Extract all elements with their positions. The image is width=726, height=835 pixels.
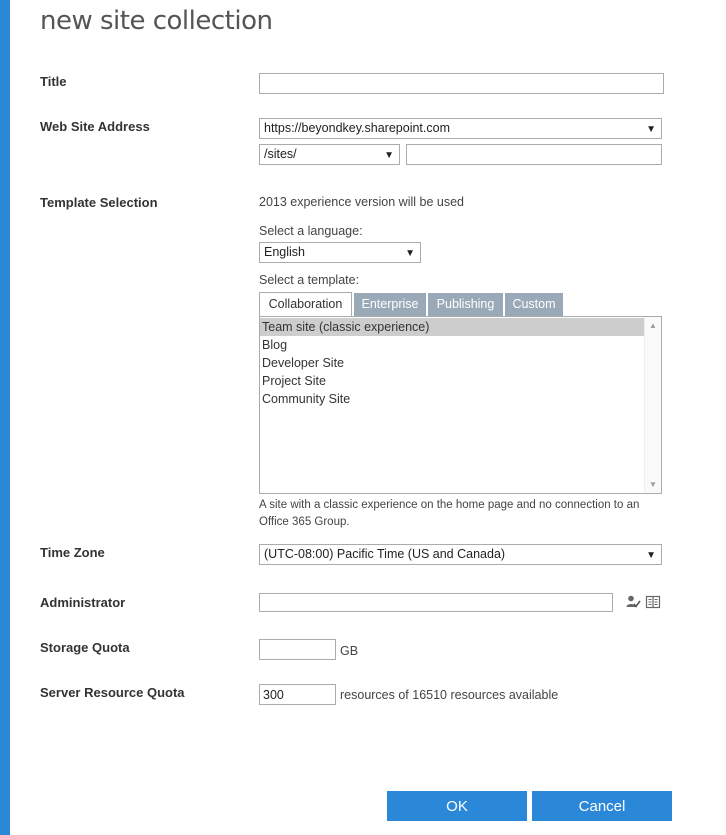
template-label: Select a template: (259, 273, 360, 287)
list-item[interactable]: Developer Site (262, 356, 344, 370)
caret-down-icon: ▼ (646, 550, 656, 561)
person-check-icon[interactable] (625, 594, 641, 610)
list-item[interactable]: Blog (262, 338, 288, 352)
tab-custom[interactable]: Custom (505, 293, 563, 316)
title-label: Title (40, 74, 67, 89)
storage-quota-input[interactable] (259, 639, 336, 660)
language-select-value: English (264, 245, 305, 259)
domain-select-value: https://beyondkey.sharepoint.com (264, 121, 450, 135)
time-zone-label: Time Zone (40, 545, 105, 560)
caret-down-icon: ▼ (384, 150, 394, 161)
page-title: new site collection (40, 6, 273, 36)
site-path-select[interactable] (259, 144, 400, 165)
time-zone-select-value: (UTC-08:00) Pacific Time (US and Canada) (264, 547, 506, 561)
tab-enterprise[interactable]: Enterprise (354, 293, 426, 316)
cancel-button[interactable]: Cancel (532, 791, 672, 821)
site-url-name-input[interactable] (406, 144, 662, 165)
template-listbox[interactable] (259, 316, 662, 494)
caret-down-icon: ▼ (646, 124, 656, 135)
administrator-label: Administrator (40, 595, 126, 610)
storage-quota-label: Storage Quota (40, 640, 130, 655)
listbox-scrollbar[interactable] (644, 317, 661, 493)
domain-select[interactable] (259, 118, 662, 139)
template-selection-label: Template Selection (40, 195, 158, 210)
caret-down-icon: ▼ (405, 248, 415, 259)
time-zone-select[interactable] (259, 544, 662, 565)
server-resource-quota-label: Server Resource Quota (40, 685, 185, 700)
language-label: Select a language: (259, 224, 363, 238)
scroll-down-icon[interactable]: ▼ (649, 480, 657, 489)
storage-quota-unit: GB (340, 644, 359, 658)
left-accent-bar (0, 0, 10, 835)
list-item[interactable]: Team site (classic experience) (260, 318, 645, 336)
ok-button[interactable]: OK (387, 791, 527, 821)
address-book-icon[interactable] (645, 594, 661, 610)
list-item[interactable]: Community Site (262, 392, 351, 406)
list-item[interactable]: Project Site (262, 374, 326, 388)
language-select[interactable] (259, 242, 421, 263)
tab-collaboration[interactable]: Collaboration (259, 292, 352, 317)
scroll-up-icon[interactable]: ▲ (649, 321, 657, 330)
template-description-line1: A site with a classic experience on the home page and no connection to an (259, 499, 640, 511)
site-path-select-value: /sites/ (264, 147, 297, 161)
experience-version-note: 2013 experience version will be used (259, 195, 464, 209)
server-resource-quota-input[interactable] (259, 684, 336, 705)
template-description-line2: Office 365 Group. (259, 516, 350, 528)
server-resource-quota-suffix: resources of 16510 resources available (340, 688, 559, 702)
web-site-address-label: Web Site Address (40, 119, 150, 134)
tab-publishing[interactable]: Publishing (428, 293, 503, 316)
title-input[interactable] (259, 73, 664, 94)
administrator-input[interactable] (259, 593, 613, 612)
